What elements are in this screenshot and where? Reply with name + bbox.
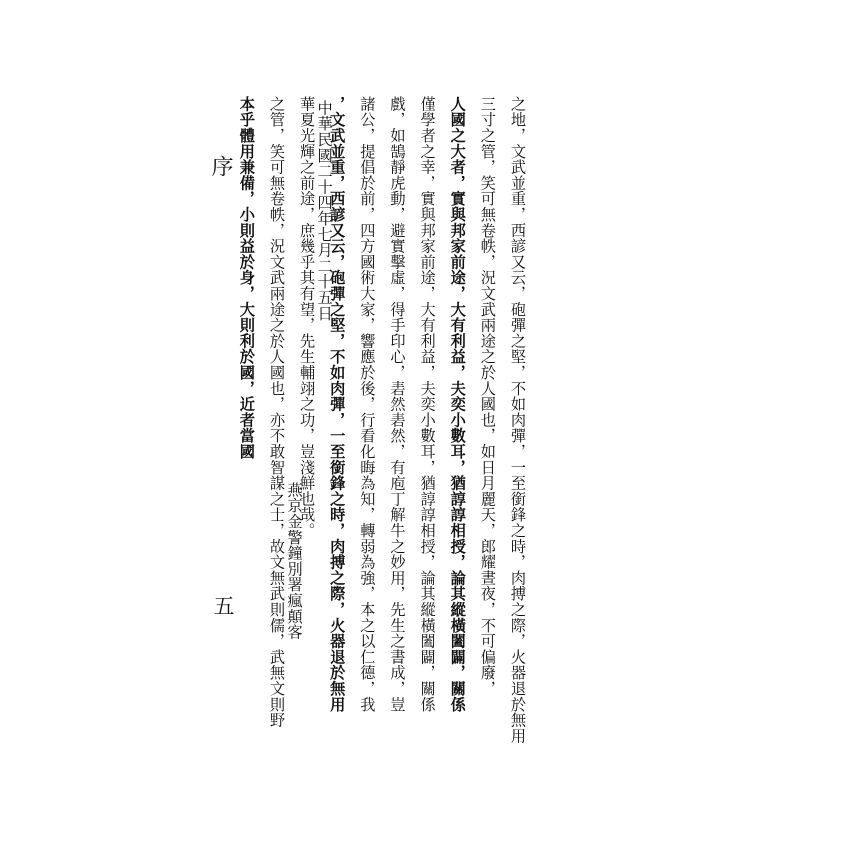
text-column: 人國之大者，實與邦家前途，大有利益，夫奕小數耳，猶諄諄相授，論其縱橫闔闢，關係 bbox=[448, 96, 467, 713]
page-number: 五 bbox=[211, 595, 235, 616]
text-column: 之管，笑可無卷帙，況文武兩途之於人國也，亦不敢智謀之士，故文無武則儒，武無文則野 bbox=[268, 96, 286, 728]
vertical-text-body bbox=[229, 96, 530, 796]
text-column: 僅學者之幸，實與邦家前途，大有利益，夫奕小數耳，猶諄諄相授，論其縱橫闔闢，關係 bbox=[418, 96, 437, 713]
text-column: 三寸之管，笑可無卷帙，況文武兩途之於人國也，如日月麗天，郎耀晝夜，不可偏廢， bbox=[478, 96, 497, 697]
date-line: 中華民國二十四年七月二十五日 bbox=[315, 100, 334, 322]
text-column: 本乎體用兼備，小則益於身，大則利於國，近者當國 bbox=[237, 96, 256, 460]
text-column: 諸公，提倡於前，四方國術大家，響應於後，行看化晦為知，轉弱為強，本之以仁德，我 bbox=[358, 96, 377, 713]
text-column: 華夏光輝之前途，庶幾乎其有望，先生輔翊之功，豈淺鮮也哉。 bbox=[298, 96, 317, 539]
page-title: 序 bbox=[208, 155, 233, 179]
text-column: 之地，文武並重，西諺又云，砲彈之堅，不如肉彈，一至銜鋒之時，肉搏之際，火器退於無用 bbox=[509, 96, 527, 744]
text-column: 戲，如鵠靜虎動，避實擊虛，得手印心，砉然砉然，有庖丁解牛之妙用，先生之書成，豈 bbox=[388, 96, 407, 713]
text-column: ，文武並重，西諺又云，砲彈之堅，不如肉彈，一至銜鋒之時，肉搏之際，火器退於無用 bbox=[328, 96, 347, 713]
signature-line: 燕京金警鐘別署瘋顛客 bbox=[285, 482, 304, 640]
